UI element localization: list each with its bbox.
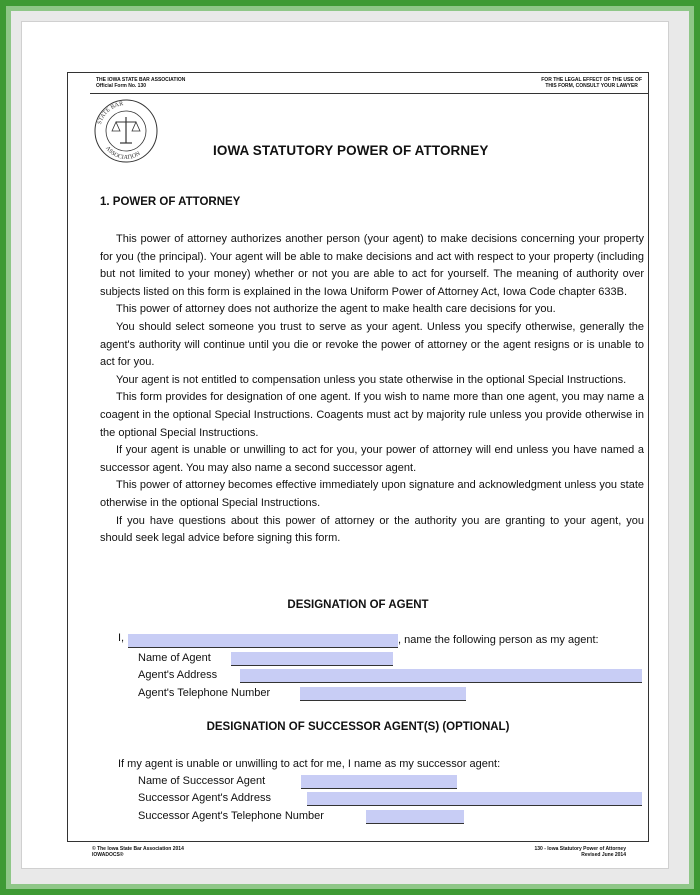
agent-name-field[interactable] [231, 652, 393, 666]
successor-agent-heading: DESIGNATION OF SUCCESSOR AGENT(S) (OPTIONAL) [206, 721, 510, 733]
paragraph: If your agent is unable or unwilling to act for you, your power of attorney will end unless you have named a successor agent. You may also name a second successor agent. [100, 444, 644, 474]
successor-address-label: Successor Agent's Address [138, 792, 271, 804]
footer-form-name: 130 - Iowa Statutory Power of Attorney [534, 846, 626, 852]
paragraph: If you have questions about this power of attorney or the authority you are granting to your agent, you should seek legal advice before signing this form. [100, 514, 644, 545]
header-divider [90, 93, 648, 94]
principal-prefix: I, [118, 632, 125, 644]
paragraph: Your agent is not entitled to compensation unless you state otherwise in the optional Special Instructions. [116, 373, 627, 386]
header-left [96, 77, 185, 89]
body-text [100, 231, 644, 548]
paragraph: This power of attorney does not authorize the agent to make health care decisions for you. [116, 303, 556, 316]
agent-phone-field[interactable] [300, 687, 466, 701]
header-association: THE IOWA STATE BAR ASSOCIATION [96, 77, 186, 83]
agent-address-label: Agent's Address [138, 669, 218, 681]
successor-intro: If my agent is unable or unwilling to act for me, I name as my successor agent: [118, 758, 501, 770]
agent-phone-label: Agent's Telephone Number [138, 687, 271, 699]
footer-divider [68, 841, 648, 842]
header-legal-note-1: FOR THE LEGAL EFFECT OF THE USE OF [541, 77, 642, 83]
principal-suffix: , name the following person as my agent: [398, 634, 599, 646]
footer-revision: Revised June 2014 [581, 852, 626, 858]
designation-of-agent-heading: DESIGNATION OF AGENT [287, 599, 429, 611]
scales-of-justice-seal-icon [92, 97, 160, 165]
agent-address-field[interactable] [240, 669, 642, 683]
principal-name-field[interactable] [128, 634, 398, 648]
paragraph: You should select someone you trust to serve as your agent. Unless you specify otherwise, generally the agent's authority will continue until you die or revoke the power of attorney or the agent resigns or is unable to act for you. [100, 320, 644, 369]
footer-right [535, 846, 627, 858]
footer-copyright: © The Iowa State Bar Association 2014 [92, 846, 184, 852]
successor-phone-label: Successor Agent's Telephone Number [138, 810, 324, 822]
footer-left [92, 846, 184, 858]
document-title: IOWA STATUTORY POWER OF ATTORNEY [213, 143, 489, 158]
successor-name-label: Name of Successor Agent [138, 775, 266, 787]
paragraph: This form provides for designation of one agent. If you wish to name more than one agent, you may name a coagent in the optional Special Instructions. Coagents must act by majority rule unless you provide otherwise in the optional Special Instructions. [100, 391, 644, 439]
successor-name-field[interactable] [301, 775, 457, 789]
footer-brand: IOWADOCS® [92, 852, 124, 858]
svg-text:STATE BAR: STATE BAR [96, 101, 124, 126]
paragraph: This power of attorney becomes effective immediately upon signature and acknowledgment unless you state otherwise in the optional Special Instructions. [100, 479, 644, 509]
svg-text:ASSOCIATION: ASSOCIATION [104, 145, 142, 162]
header-legal-note-2: THIS FORM, CONSULT YOUR LAWYER [545, 83, 638, 89]
header-form-number: Official Form No. 130 [96, 83, 147, 89]
successor-address-field[interactable] [307, 792, 642, 806]
document-page [22, 22, 668, 868]
agent-name-label: Name of Agent [138, 652, 211, 664]
paragraph: This power of attorney authorizes another person (your agent) to make decisions concerning your property for you (the principal). Your agent will be able to make decisions and act with respect to your property (including but not limited to your money) whether or not you are able to act for yourself. The meaning of authority over subjects listed on this form is explained in the Iowa Uniform Power of Attorney Act, Iowa Code chapter 633B. [100, 233, 644, 298]
header-right [541, 77, 642, 89]
section-heading: 1. POWER OF ATTORNEY [100, 196, 241, 208]
successor-phone-field[interactable] [366, 810, 464, 824]
form-border [67, 72, 649, 858]
